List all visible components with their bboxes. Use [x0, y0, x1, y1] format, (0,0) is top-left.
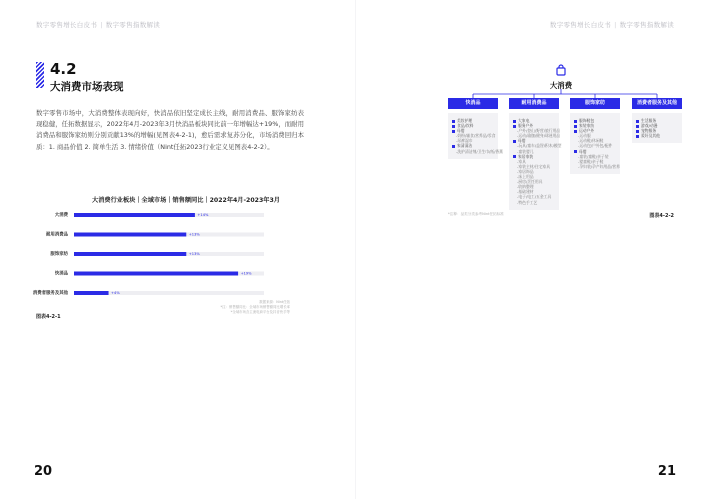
- subcategory-item: [513, 200, 555, 205]
- subcategory-item-text: 食品/饮料: [457, 123, 474, 129]
- subcategory-item-text: 生活服务: [641, 118, 657, 123]
- subcategory-item-text: -床上用品: [517, 174, 534, 180]
- square-bullet-icon: [452, 120, 455, 123]
- square-bullet-icon: [574, 150, 577, 153]
- subcategory-item-text: -运动服: [578, 133, 591, 139]
- subcategory-item-text: 美妆护理: [457, 118, 473, 123]
- subcategory-panel-services: [632, 113, 682, 143]
- square-bullet-icon: [574, 120, 577, 123]
- subcategory-item-text: -家装主材/住宅家具: [517, 163, 551, 169]
- running-head-left-part-2: 数字零售指数解读: [105, 21, 161, 29]
- subcategory-item-text: -基础建材: [517, 189, 534, 195]
- subcategory-item-text: 家清清洁: [457, 143, 473, 149]
- category-box-apparel: 服饰家纺: [570, 98, 620, 109]
- bar-category-label: 快消品: [54, 271, 68, 277]
- bar-value-label: +14%: [197, 213, 209, 218]
- tree-source-note: *注释：品类分类参考Nint任拓标准: [448, 212, 504, 216]
- square-bullet-icon: [452, 130, 455, 133]
- subcategory-item-text: -奶粉/辅食/营养品/零食: [456, 133, 496, 139]
- subcategory-item-text: -家具: [517, 158, 526, 164]
- bar-category-label: 服饰家纺: [50, 252, 68, 258]
- category-box-fmcg: 快消品: [448, 98, 498, 109]
- subcategory-item-text: -洗护清洁剂/卫生巾/纸/香薰: [456, 148, 503, 154]
- subcategory-item-text: -运动包/户外包/配件: [578, 143, 613, 149]
- subcategory-item-text: 母婴: [579, 148, 587, 154]
- bar-value-label: +4%: [111, 291, 120, 296]
- page-number-right: 21: [657, 464, 676, 479]
- figure-label-left: 图表4-2-1: [36, 314, 61, 320]
- subcategory-item-text: -孕妇装/孕产妇用品/营养: [578, 163, 620, 169]
- subcategory-item-text: 家装家纺: [579, 123, 595, 129]
- square-bullet-icon: [513, 140, 516, 143]
- subcategory-item: [574, 163, 620, 169]
- chart-note-line: *全域市场含主流电商平台及抖音快手等: [230, 310, 290, 314]
- square-bullet-icon: [636, 130, 639, 133]
- subcategory-item-text: -童装/童鞋/亲子装: [578, 153, 609, 159]
- running-head-left-part-1: 数字零售增长白皮书: [36, 21, 98, 29]
- subcategory-item-text: 家居家装: [518, 153, 534, 159]
- subcategory-item-text: -特色手工艺: [517, 199, 538, 205]
- square-bullet-icon: [574, 125, 577, 128]
- running-head-right-part-2: 数字零售指数解读: [619, 21, 674, 29]
- subcategory-panel-apparel: [570, 113, 620, 174]
- subcategory-item-text: -电子/电工/五金工具: [517, 194, 552, 200]
- category-box-durables: 耐用消费品: [509, 98, 559, 109]
- subcategory-item-text: 运动户外: [579, 128, 595, 134]
- section-number: 4.2: [50, 60, 77, 78]
- section-title: 大消费市场表现: [50, 81, 124, 93]
- running-head-separator: |: [614, 21, 617, 29]
- subcategory-item-text: 宠物服务: [641, 128, 657, 134]
- subcategory-item-text: -厨房/烹饪用具: [517, 179, 543, 185]
- running-head-right-part-1: 数字零售增长白皮书: [549, 21, 612, 29]
- subcategory-item-text: 母婴: [457, 128, 465, 134]
- chart-note-line: *注：销售额同比：全域市场销售额同比增长率: [220, 305, 290, 309]
- subcategory-item-text: 大家电: [518, 118, 530, 123]
- square-bullet-icon: [513, 120, 516, 123]
- subcategory-panel-fmcg: [448, 113, 503, 159]
- square-bullet-icon: [452, 125, 455, 128]
- square-bullet-icon: [636, 135, 639, 138]
- square-bullet-icon: [452, 145, 455, 148]
- square-bullet-icon: [636, 120, 639, 123]
- subcategory-item-text: 服务户外: [518, 123, 534, 129]
- subcategory-item-text: -收纳整理: [517, 184, 534, 190]
- subcategory-item-text: -玩具/童车/益智/积木/模型: [517, 143, 562, 149]
- square-bullet-icon: [513, 125, 516, 128]
- page-number-left: 20: [34, 464, 53, 479]
- subcategory-item: [636, 133, 678, 138]
- square-bullet-icon: [513, 155, 516, 158]
- chart-title: 大消费行业板块｜全域市场｜销售额同比｜2022年4月-2023年3月: [92, 197, 280, 204]
- subcategory-item-text: -运动鞋/休闲鞋: [578, 138, 604, 144]
- square-bullet-icon: [574, 130, 577, 133]
- subcategory-item-text: -童装婴儿: [517, 148, 534, 154]
- subcategory-item-text: 爱好及其他: [641, 133, 660, 139]
- subcategory-item-text: -运动/瑜伽/健身/球迷用品: [517, 133, 561, 139]
- bar-category-label: 消费者服务及其他: [32, 291, 68, 297]
- tree-title: 大消费: [549, 81, 573, 90]
- bar-value-label: +19%: [240, 271, 252, 276]
- square-bullet-icon: [636, 125, 639, 128]
- subcategory-item-text: -婴童鞋/亲子鞋: [578, 158, 604, 164]
- bar-category-label: 大消费: [54, 213, 68, 219]
- subcategory-item-text: -家居饰品: [517, 168, 534, 174]
- body-paragraph: 数字零售市场中，大消费整体表现向好，快消品依旧坚定成长主线，耐用消费品、服饰家纺表现稳健，任拓数据显示，2022年4月-2023年3月快消品板块同比前一年增幅达+19%，而耐用消费品和服饰家纺则分别贡献13%的增幅(见图表4-2-1)，愈后需求复苏分化，市场消费回归本质：1. 商品价值 2. 简单生活 3. 情绪价值（Nint任拓2023行业定义见图表4-2-2）。: [36, 109, 304, 151]
- subcategory-item-text: -尿裤湿巾: [456, 138, 473, 144]
- chart-note-line: 数据来源：Nint任拓: [259, 300, 290, 304]
- subcategory-item-text: 母婴: [518, 138, 526, 144]
- subcategory-item: [452, 148, 503, 154]
- subcategory-panel-durables: [509, 113, 562, 210]
- figure-label-right: 图表4-2-2: [649, 213, 674, 219]
- category-box-services: 消费者服务及其他: [632, 98, 682, 109]
- subcategory-item-text: 服饰鞋包: [579, 118, 595, 123]
- subcategory-item-text: -户外/登山/野营/旅行用品: [517, 128, 561, 134]
- bar-value-label: +13%: [188, 252, 200, 257]
- running-head-separator: |: [100, 21, 103, 29]
- bar-category-label: 耐用消费品: [46, 232, 68, 238]
- bar-value-label: +13%: [188, 232, 200, 237]
- subcategory-item-text: 游戏/动漫: [641, 123, 658, 129]
